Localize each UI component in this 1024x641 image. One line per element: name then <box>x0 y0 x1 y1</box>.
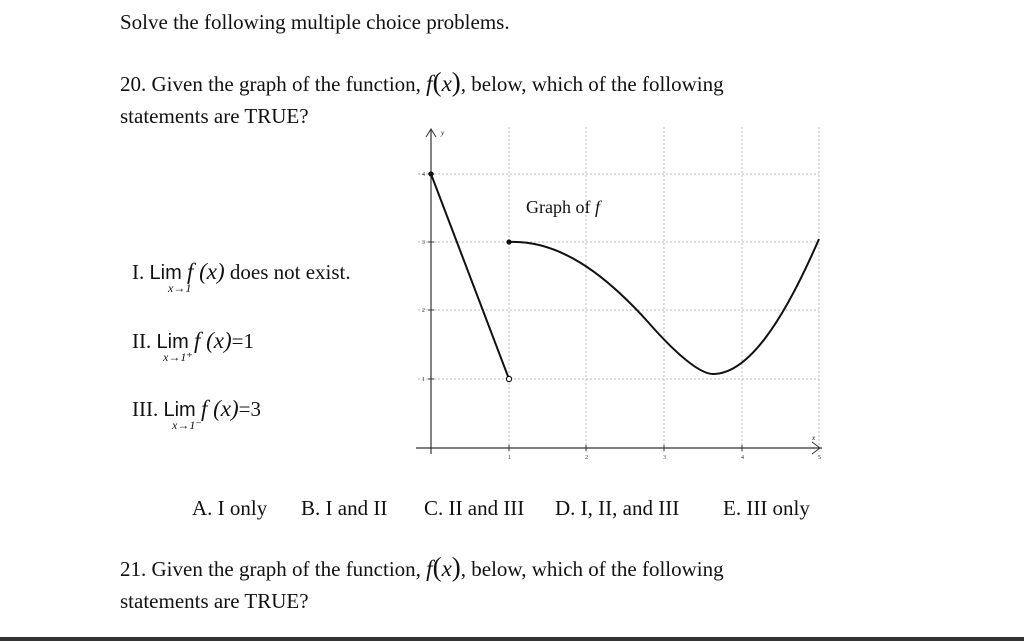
statement-2-lim: Lim <box>156 331 189 353</box>
graph-label <box>526 197 603 217</box>
q20-text-before: Given the graph of the function, <box>151 72 421 96</box>
q20-prompt-line1: 20. Given the graph of the function, f(x), below, which of the following <box>120 67 724 97</box>
statement-1-roman: I. <box>132 260 145 284</box>
graph-label-f: f <box>594 197 600 217</box>
q20-func-f: f <box>426 71 433 96</box>
q21-text-before: Given the graph of the function, <box>151 557 421 581</box>
q20-text-after: , below, which of the following <box>460 72 724 96</box>
q21-prompt-line2: statements are TRUE? <box>120 589 309 613</box>
y-axis-label: y <box>441 129 445 137</box>
page-bottom-rule <box>0 637 1024 641</box>
statement-1-expr: f (x) <box>186 259 225 284</box>
choice-c[interactable]: C. II and III <box>424 496 525 520</box>
x-tick-1: 1 <box>508 455 511 461</box>
statement-3-lim: Lim <box>163 399 196 421</box>
y-tick-2: 2 <box>422 308 425 314</box>
statement-3-expr: f (x) <box>200 396 239 421</box>
x-tick-4: 4 <box>741 455 744 461</box>
y-tick-3: 3 <box>422 240 425 246</box>
closed-point-1-3 <box>506 239 511 244</box>
choice-b[interactable]: B. I and II <box>301 496 388 520</box>
q20-number: 20. <box>120 72 147 96</box>
statement-2 <box>132 328 254 354</box>
statement-2-roman: II. <box>132 329 152 353</box>
x-tick-2: 2 <box>585 455 588 461</box>
statement-1-lim: Lim <box>149 262 182 284</box>
statement-3-roman: III. <box>132 397 159 421</box>
open-point-1-1 <box>506 376 511 381</box>
choice-d[interactable]: D. I, II, and III <box>555 496 680 520</box>
statement-1-subscript: x→1 <box>168 281 192 295</box>
x-tick-5: 5 <box>818 455 821 461</box>
q21-text-after: , below, which of the following <box>460 557 724 581</box>
q21-func-x: x <box>441 556 452 581</box>
function-graph <box>408 122 828 467</box>
y-tick-4: 4 <box>422 172 425 178</box>
graph-label-prefix: Graph of <box>526 197 595 217</box>
statement-2-subscript: x→1⁺ <box>163 350 193 364</box>
q20-func-x: x <box>441 71 452 96</box>
choice-a[interactable]: A. I only <box>192 496 268 520</box>
curve-left-segment <box>431 174 509 379</box>
q21-prompt-line1: 21. Given the graph of the function, f(x), below, which of the following <box>120 552 724 582</box>
q21-number: 21. <box>120 557 147 581</box>
choice-e[interactable]: E. III only <box>723 496 810 520</box>
instructions-text: Solve the following multiple choice problems. <box>120 10 510 34</box>
statement-1 <box>132 259 351 285</box>
grid-lines <box>418 127 819 452</box>
closed-point-0-4 <box>428 171 433 176</box>
x-tick-3: 3 <box>663 455 666 461</box>
x-axis-label: x <box>812 434 816 442</box>
statement-2-expr: f (x) <box>193 328 232 353</box>
statement-1-rest: does not exist. <box>224 260 351 284</box>
q21-func-f: f <box>426 556 433 581</box>
statement-3-rest: =3 <box>238 397 261 421</box>
q20-prompt-line2: statements are TRUE? <box>120 104 309 128</box>
statement-2-rest: =1 <box>231 329 254 353</box>
y-tick-1: 1 <box>422 377 425 383</box>
statement-3-subscript: x→1⁻ <box>172 418 202 432</box>
